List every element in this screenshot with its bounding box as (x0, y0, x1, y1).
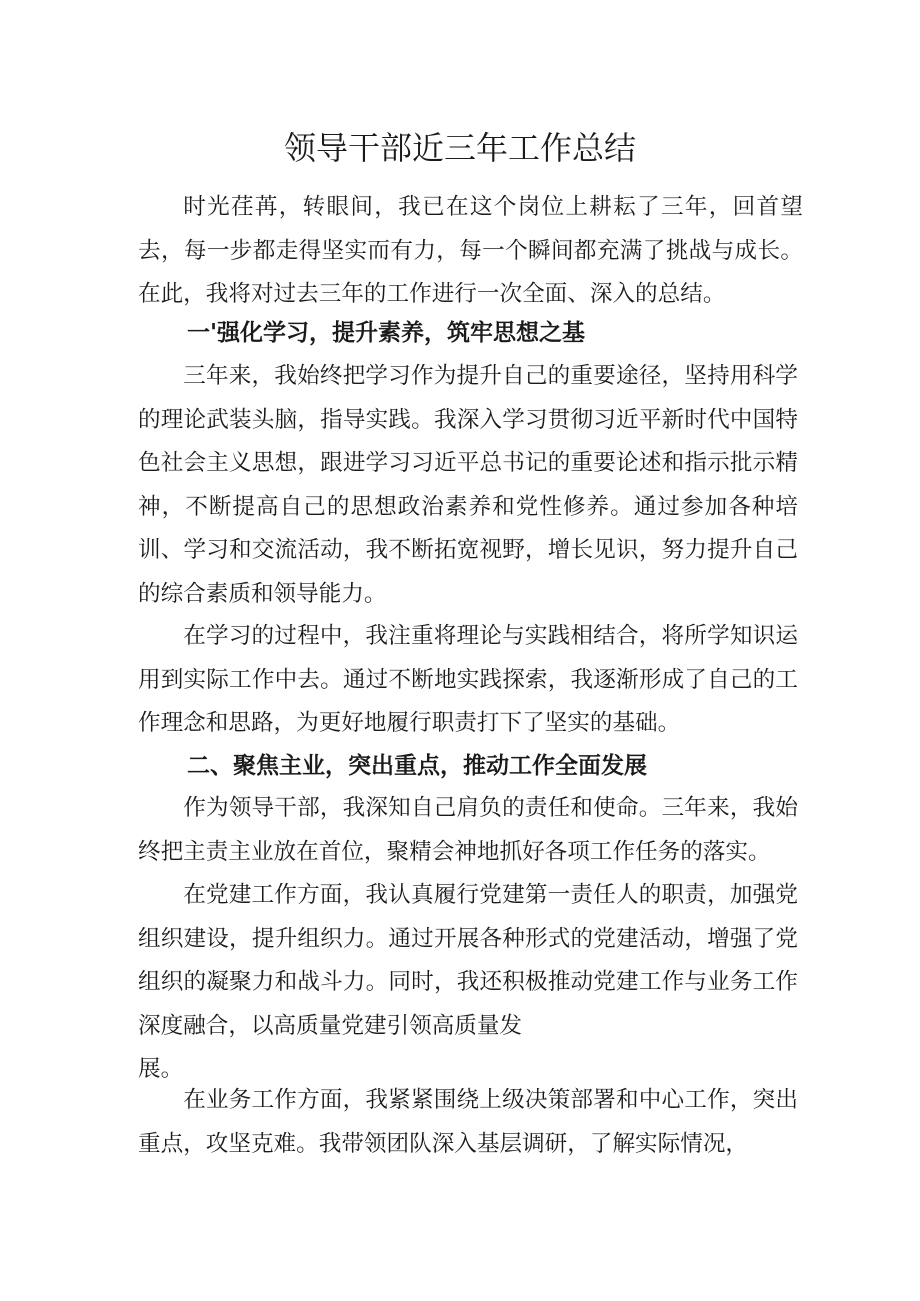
document-title: 领导干部近三年工作总结 (283, 129, 636, 167)
section-1-heading: 一'强化学习，提升素养，筑牢思想之基 (187, 320, 586, 346)
section-1-paragraph-2: 在学习的过程中，我注重将理论与实践相结合，将所学知识运用到实际工作中去。通过不断地实践探索，我逐渐形成了自己的工作理念和思路，为更好地履行职责打下了坚实的基础。 (138, 623, 798, 736)
section-2-paragraph-2 (138, 874, 798, 1092)
section-2-paragraph-2-main: 在党建工作方面，我认真履行党建第一责任人的职责，加强党组织建设，提升组织力。通过开展各种形式的党建活动，增强了党组织的凝聚力和战斗力。同时，我还积极推动党建工作与业务工作深度融合，以高质量党建引领高质量发 (138, 882, 798, 1039)
section-2-paragraph-1: 作为领导干部，我深知自己肩负的责任和使命。三年来，我始终把主责主业放在首位，聚精会神地抓好各项工作任务的落实。 (138, 795, 798, 865)
section-2-heading: 二、聚焦主业，突出重点，推动工作全面发展 (187, 753, 647, 779)
section-1-paragraph-1: 三年来，我始终把学习作为提升自己的重要途径，坚持用科学的理论武装头脑，指导实践。我深入学习贯彻习近平新时代中国特色社会主义思想，跟进学习习近平总书记的重要论述和指示批示精神，不断提高自己的思想政治素养和党性修养。通过参加各种培训、学习和交流活动，我不断拓宽视野，增长见识，努力提升自己的综合素质和领导能力。 (138, 363, 798, 607)
section-2-paragraph-3: 在业务工作方面，我紧紧围绕上级决策部署和中心工作，突出重点，攻坚克难。我带领团队深入基层调研，了解实际情况， (138, 1087, 798, 1157)
intro-paragraph: 时光荏苒，转眼间，我已在这个岗位上耕耘了三年，回首望去，每一步都走得坚实而有力，每一个瞬间都充满了挑战与成长。在此，我将对过去三年的工作进行一次全面、深入的总结。 (138, 194, 803, 307)
section-2-paragraph-2-tail: 展。 (138, 1056, 184, 1082)
